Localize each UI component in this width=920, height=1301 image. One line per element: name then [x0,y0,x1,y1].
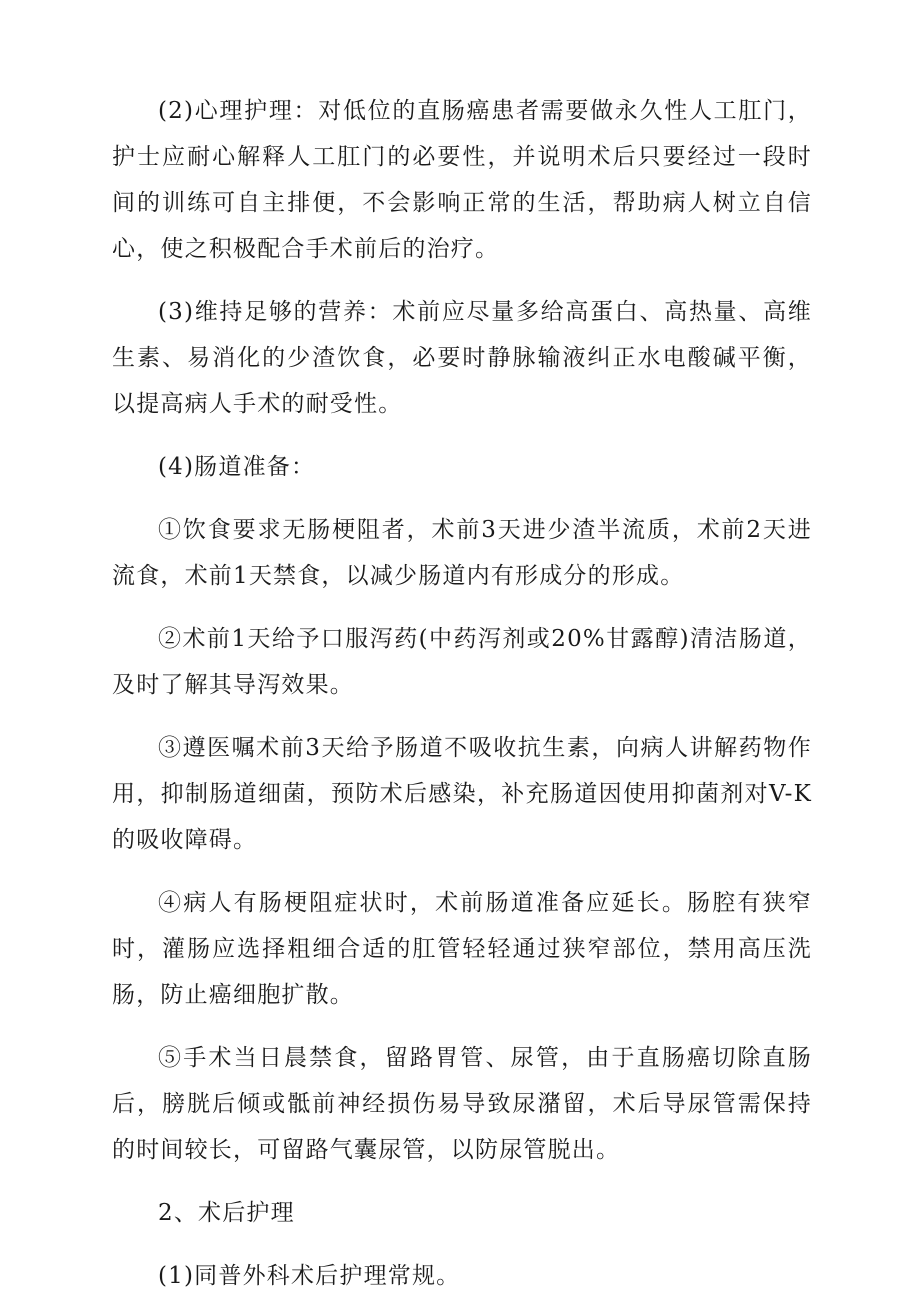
paragraph-obstruction: ④病人有肠梗阻症状时，术前肠道准备应延长。肠腔有狭窄时，灌肠应选择粗细合适的肛管轻轻通过狭窄部位，禁用高压洗肠，防止癌细胞扩散。 [112,890,812,1008]
section-heading-postop-care: 2、术后护理 [158,1200,295,1226]
paragraph-bowel-prep-heading: (4)肠道准备： [158,454,316,480]
paragraph-surgery-day: ⑤手术当日晨禁食，留路胃管、尿管，由于直肠癌切除直肠后，膀胱后倾或骶前神经损伤易导致尿潴留，术后导尿管需保持的时间较长，可留路气囊尿管，以防尿管脱出。 [112,1045,812,1163]
paragraph-nutrition: (3)维持足够的营养：术前应尽量多给高蛋白、高热量、高维生素、易消化的少渣饮食，必要时静脉输液纠正水电酸碱平衡，以提高病人手术的耐受性。 [112,299,812,417]
paragraph-oral-laxative: ②术前1天给予口服泻药(中药泻剂或20%甘露醇)清洁肠道，及时了解其导泻效果。 [112,626,812,698]
paragraph-antibiotics: ③遵医嘱术前3天给予肠道不吸收抗生素，向病人讲解药物作用，抑制肠道细菌，预防术后感染，补充肠道因使用抑菌剂对V-K的吸收障碍。 [112,735,812,853]
paragraph-psychological-care: (2)心理护理：对低位的直肠癌患者需要做永久性人工肛门，护士应耐心解释人工肛门的必要性，并说明术后只要经过一段时间的训练可自主排便，不会影响正常的生活，帮助病人树立自信心，使之积极配合手术前后的治疗。 [112,98,812,262]
paragraph-general-postop: (1)同普外科术后护理常规。 [158,1263,461,1289]
paragraph-diet-requirement: ①饮食要求无肠梗阻者，术前3天进少渣半流质，术前2天进流食，术前1天禁食，以减少肠道内有形成分的形成。 [112,517,812,589]
